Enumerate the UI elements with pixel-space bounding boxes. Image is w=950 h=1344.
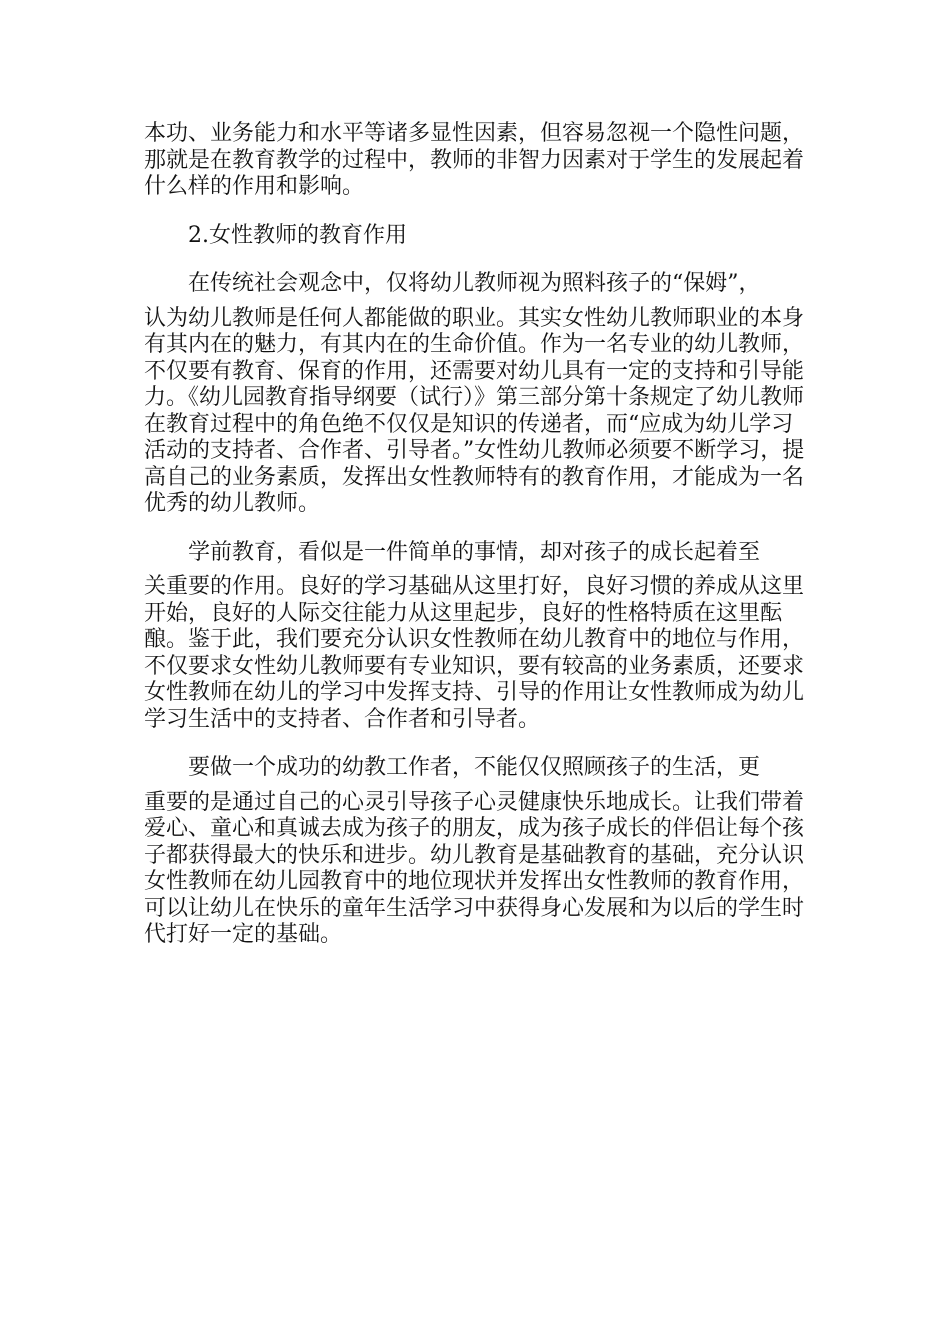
paragraph-body: 认为幼儿教师是任何人都能做的职业。其实女性幼儿教师职业的本身有其内在的魅力，有其内在的生命价值。作为一名专业的幼儿教师，不仅要有教育、保育的作用，还需要对幼儿具有一定的支持和引导能力。《幼儿园教育指导纲要（试行）》第三部分第十条规定了幼儿教师在教育过程中的角色绝不仅仅是知识的传递者，而“应成为幼儿学习活动的支持者、合作者、引导者。”女性幼儿教师必须要不断学习，提高自己的业务素质，发挥出女性教师特有的教育作用，才能成为一名优秀的幼儿教师。	[144, 305, 805, 516]
paragraph-lead-line: 学前教育，看似是一件简单的事情，却对孩子的成长起着至	[188, 539, 761, 565]
paragraph-lead-line: 在传统社会观念中，仅将幼儿教师视为照料孩子的“保姆”，	[188, 271, 761, 296]
paragraph-body: 关重要的作用。良好的学习基础从这里打好，良好习惯的养成从这里开始，良好的人际交往能力从这里起步，良好的性格特质在这里酝酿。鉴于此，我们要充分认识女性教师在幼儿教育中的地位与作用，不仅要求女性幼儿教师要有专业知识，要有较高的业务素质，还要求女性教师在幼儿的学习中发挥支持、引导的作用让女性教师成为幼儿学习生活中的支持者、合作者和引导者。	[144, 574, 805, 732]
paragraph-lead-line: 要做一个成功的幼教工作者，不能仅仅照顾孩子的生活，更	[188, 755, 761, 780]
paragraph-successful-educator	[144, 755, 809, 949]
paragraph-traditional-view	[144, 271, 809, 518]
continuation-paragraph: 本功、业务能力和水平等诸多显性因素，但容易忽视一个隐性问题，那就是在教育教学的过程中，教师的非智力因素对于学生的发展起着什么样的作用和影响。	[144, 121, 805, 199]
paragraph-preschool-education	[144, 540, 809, 734]
paragraph-body: 重要的是通过自己的心灵引导孩子心灵健康快乐地成长。让我们带着爱心、童心和真诚去成为孩子的朋友，成为孩子成长的伴侣让每个孩子都获得最大的快乐和进步。幼儿教育是基础教育的基础，充分认识女性教师在幼儿园教育中的地位现状并发挥出女性教师的教育作用，可以让幼儿在快乐的童年生活学习中获得身心发展和为以后的学生时代打好一定的基础。	[144, 789, 805, 947]
section-heading: 2.女性教师的教育作用	[188, 222, 407, 248]
document-body	[144, 121, 809, 971]
